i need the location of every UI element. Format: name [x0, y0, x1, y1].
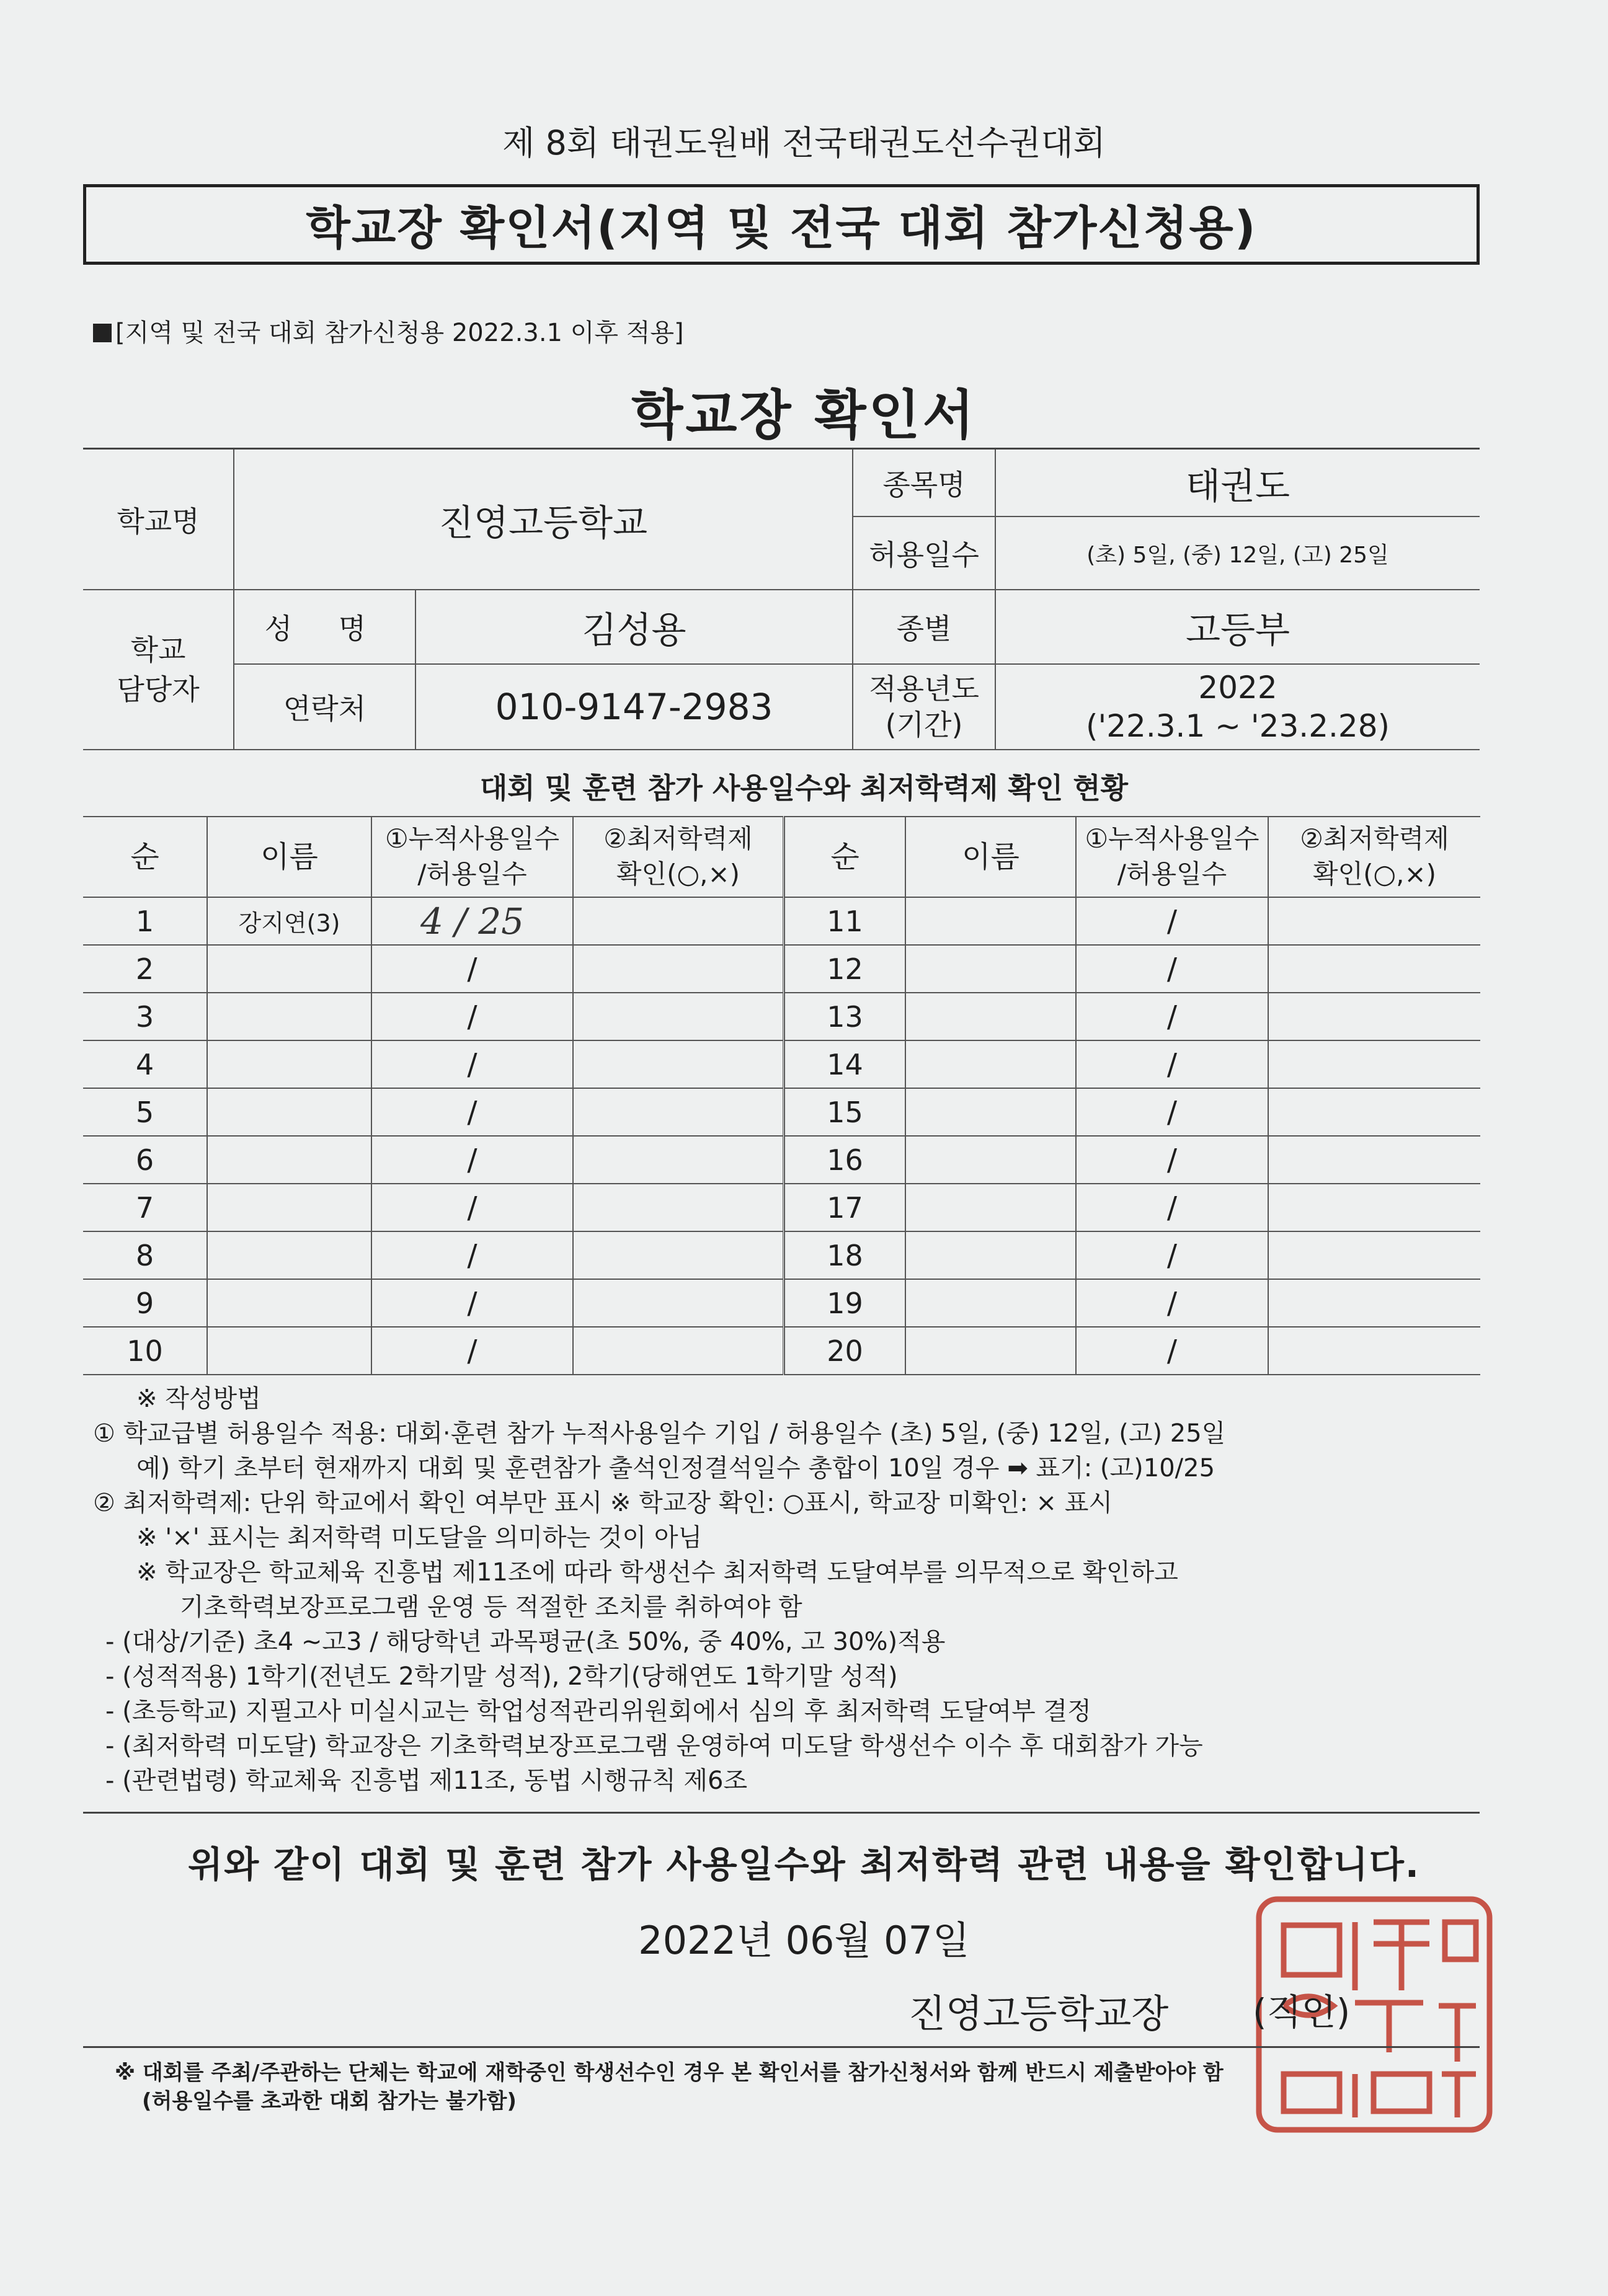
row-no: 1 [83, 897, 207, 945]
confirmation-statement: 위와 같이 대회 및 훈련 참가 사용일수와 최저학력 관련 내용을 확인합니다. [188, 1843, 1420, 1886]
instruction-line: ② 최저학력제: 단위 학교에서 확인 여부만 표시 ※ 학교장 확인: ○표시, 학교장 미확인: × 표시 [93, 1489, 1113, 1517]
table-row [83, 945, 784, 993]
instruction-line: 기초학력보장프로그램 운영 등 적절한 조치를 취하여야 함 [180, 1593, 802, 1621]
col-days-header-line1: ①누적사용일수 [1085, 823, 1259, 854]
instruction-line: - (최저학력 미도달) 학교장은 기초학력보장프로그램 운영하여 미도달 학생선수 이수 후 대회참가 가능 [105, 1732, 1203, 1760]
year-label: 적용년도 (기간) [853, 664, 995, 750]
notice-text: [지역 및 전국 대회 참가신청용 2022.3.1 이후 적용] [115, 319, 684, 347]
footnote-line1: ※ 대회를 주최/주관하는 단체는 학교에 재학중인 학생선수인 경우 본 확인서를 참가신청서와 함께 반드시 제출받아야 함 [115, 2060, 1224, 2085]
row-name [905, 1327, 1076, 1375]
contact-person-label: 학교 담당자 [83, 590, 234, 750]
row-no: 5 [83, 1088, 207, 1136]
row-name [207, 1184, 371, 1231]
phone-value: 010-9147-2983 [415, 664, 853, 750]
row-check [573, 993, 784, 1040]
row-no: 15 [784, 1088, 905, 1136]
col-academic-header-line2: 확인(○,×) [616, 859, 740, 889]
row-days: / [1076, 1136, 1268, 1184]
event-value: 태권도 [995, 449, 1480, 517]
row-check [1268, 1136, 1480, 1184]
form-title-box [83, 184, 1480, 265]
table-row [83, 1279, 784, 1327]
row-name: 강지연(3) [207, 897, 371, 945]
instructions [93, 1381, 1501, 1798]
row-name [905, 1088, 1076, 1136]
row-check [573, 1040, 784, 1088]
confirmation-date: 2022년 06월 07일 [638, 1918, 970, 1963]
row-no: 13 [784, 993, 905, 1040]
principal-name: 진영고등학교장 [908, 1991, 1169, 2036]
table-row [83, 1231, 784, 1279]
row-name [905, 1231, 1076, 1279]
row-days: / [1076, 1088, 1268, 1136]
row-no: 17 [784, 1184, 905, 1231]
row-name [207, 1279, 371, 1327]
division-label: 종별 [853, 590, 995, 664]
table-row [83, 1136, 784, 1184]
row-check [1268, 1184, 1480, 1231]
phone-label: 연락처 [234, 664, 415, 750]
instruction-line: 예) 학기 초부터 현재까지 대회 및 훈련참가 출석인정결석일수 총합이 10일 경우 ➡ 표기: (고)10/25 [136, 1454, 1215, 1483]
row-name [207, 1040, 371, 1088]
table-row [83, 1327, 784, 1375]
row-name [905, 897, 1076, 945]
row-no: 4 [83, 1040, 207, 1088]
table-row [784, 1040, 1480, 1088]
school-value: 진영고등학교 [234, 449, 853, 590]
instruction-line: - (대상/기준) 초4 ~고3 / 해당학년 과목평균(초 50%, 중 40%, 고 30%)적용 [105, 1628, 946, 1656]
table-row [784, 897, 1480, 945]
table-row [784, 1136, 1480, 1184]
row-check [573, 1088, 784, 1136]
col-days-header [371, 817, 573, 897]
form-title: 학교장 확인서(지역 및 전국 대회 참가신청용) [306, 202, 1257, 255]
table-row [784, 945, 1480, 993]
row-no: 3 [83, 993, 207, 1040]
col-name-header: 이름 [207, 817, 371, 897]
row-days: / [1076, 1231, 1268, 1279]
event-label: 종목명 [853, 449, 995, 517]
instruction-line: - (초등학교) 지필고사 미실시교는 학업성적관리위원회에서 심의 후 최저학력 도달여부 결정 [105, 1697, 1091, 1726]
col-days-header [1076, 817, 1268, 897]
square-bullet-icon [93, 324, 112, 342]
footnote [115, 2059, 1224, 2116]
instruction-line: - (성적적용) 1학기(전년도 2학기말 성적), 2학기(당해연도 1학기말 성적) [105, 1662, 898, 1691]
row-name [207, 945, 371, 993]
school-label: 학교명 [83, 449, 234, 590]
row-days: / [1076, 1184, 1268, 1231]
year-cell [995, 664, 1480, 750]
notice [93, 313, 684, 348]
table-row [784, 1231, 1480, 1279]
table-row [784, 993, 1480, 1040]
row-days: / [1076, 993, 1268, 1040]
name-value: 김성용 [415, 590, 853, 664]
row-name [905, 1184, 1076, 1231]
row-days: / [371, 1231, 573, 1279]
row-check [573, 897, 784, 945]
row-days: / [1076, 1279, 1268, 1327]
table-row [83, 1040, 784, 1088]
row-no: 11 [784, 897, 905, 945]
table-row [784, 1184, 1480, 1231]
row-no: 19 [784, 1279, 905, 1327]
row-name [905, 945, 1076, 993]
row-name [207, 1327, 371, 1375]
row-days: / [1076, 945, 1268, 993]
row-days: / [371, 1327, 573, 1375]
footnote-line2: (허용일수를 초과한 대회 참가는 불가함) [142, 2089, 517, 2114]
row-days: / [371, 1184, 573, 1231]
divider [83, 2046, 1480, 2048]
col-academic-header [1268, 817, 1480, 897]
row-check [573, 1327, 784, 1375]
row-name [905, 993, 1076, 1040]
row-check [573, 945, 784, 993]
table-row [83, 1184, 784, 1231]
col-days-header-line2: /허용일수 [1117, 859, 1227, 889]
row-check [573, 1231, 784, 1279]
row-no: 16 [784, 1136, 905, 1184]
row-no: 6 [83, 1136, 207, 1184]
roster-title: 대회 및 훈련 참가 사용일수와 최저학력제 확인 현황 [479, 771, 1129, 805]
row-days: / [371, 1136, 573, 1184]
row-check [573, 1184, 784, 1231]
row-no: 14 [784, 1040, 905, 1088]
col-academic-header-line1: ②최저학력제 [603, 823, 753, 854]
col-days-header-line2: /허용일수 [417, 859, 527, 889]
row-days: / [371, 945, 573, 993]
row-name [905, 1040, 1076, 1088]
row-check [1268, 1040, 1480, 1088]
row-name [905, 1136, 1076, 1184]
instruction-line: ※ '×' 표시는 최저학력 미도달을 의미하는 것이 아님 [136, 1523, 703, 1552]
col-days-header-line1: ①누적사용일수 [384, 823, 560, 854]
instruction-line: ※ 학교장은 학교체육 진흥법 제11조에 따라 학생선수 최저학력 도달여부를 의무적으로 확인하고 [136, 1558, 1178, 1587]
row-name [207, 1231, 371, 1279]
row-check [1268, 1279, 1480, 1327]
row-no: 12 [784, 945, 905, 993]
year-value: 2022 [1198, 670, 1277, 706]
table-row [784, 1088, 1480, 1136]
row-days: / [371, 1040, 573, 1088]
col-no-header: 순 [784, 817, 905, 897]
row-no: 18 [784, 1231, 905, 1279]
row-check [1268, 1327, 1480, 1375]
row-check [1268, 897, 1480, 945]
main-heading: 학교장 확인서 [631, 384, 977, 446]
divider [83, 1812, 1480, 1814]
row-check [1268, 1088, 1480, 1136]
row-days: / [1076, 897, 1268, 945]
table-row [784, 1279, 1480, 1327]
row-days: / [371, 993, 573, 1040]
table-row [83, 993, 784, 1040]
seal-mark: (직인) [1253, 1991, 1351, 2033]
row-name [207, 1088, 371, 1136]
instruction-line: - (관련법령) 학교체육 진흥법 제11조, 동법 시행규칙 제6조 [105, 1766, 748, 1795]
table-row [83, 1088, 784, 1136]
row-no: 8 [83, 1231, 207, 1279]
allowed-days-value: (초) 5일, (중) 12일, (고) 25일 [995, 516, 1480, 590]
row-check [1268, 945, 1480, 993]
row-name [905, 1279, 1076, 1327]
row-days: / [1076, 1327, 1268, 1375]
row-name [207, 1136, 371, 1184]
col-name-header: 이름 [905, 817, 1076, 897]
allowed-days-label: 허용일수 [853, 516, 995, 590]
info-table [83, 448, 1480, 750]
competition-name: 제 8회 태권도원배 전국태권도선수권대회 [502, 123, 1106, 162]
row-no: 9 [83, 1279, 207, 1327]
period-value: ('22.3.1 ~ '23.2.28) [1085, 708, 1390, 744]
roster-table-left [83, 816, 785, 1375]
row-check [573, 1279, 784, 1327]
row-no: 2 [83, 945, 207, 993]
col-no-header: 순 [83, 817, 207, 897]
instruction-line: ① 학교급별 허용일수 적용: 대회·훈련 참가 누적사용일수 기입 / 허용일수 (초) 5일, (중) 12일, (고) 25일 [93, 1419, 1226, 1448]
row-days: / [371, 1088, 573, 1136]
row-check [573, 1136, 784, 1184]
name-label: 성 명 [234, 590, 415, 664]
col-academic-header [573, 817, 784, 897]
instructions-heading: ※ 작성방법 [136, 1385, 261, 1413]
row-no: 20 [784, 1327, 905, 1375]
row-days: / [1076, 1040, 1268, 1088]
col-academic-header-line1: ②최저학력제 [1300, 823, 1449, 854]
col-academic-header-line2: 확인(○,×) [1312, 859, 1437, 889]
table-row [784, 1327, 1480, 1375]
division-value: 고등부 [995, 590, 1480, 664]
row-no: 7 [83, 1184, 207, 1231]
row-name [207, 993, 371, 1040]
roster-table-right [784, 816, 1480, 1375]
table-row [83, 897, 784, 945]
row-days: / [371, 1279, 573, 1327]
row-check [1268, 1231, 1480, 1279]
row-no: 10 [83, 1327, 207, 1375]
row-days: 4 / 25 [371, 897, 573, 945]
row-check [1268, 993, 1480, 1040]
